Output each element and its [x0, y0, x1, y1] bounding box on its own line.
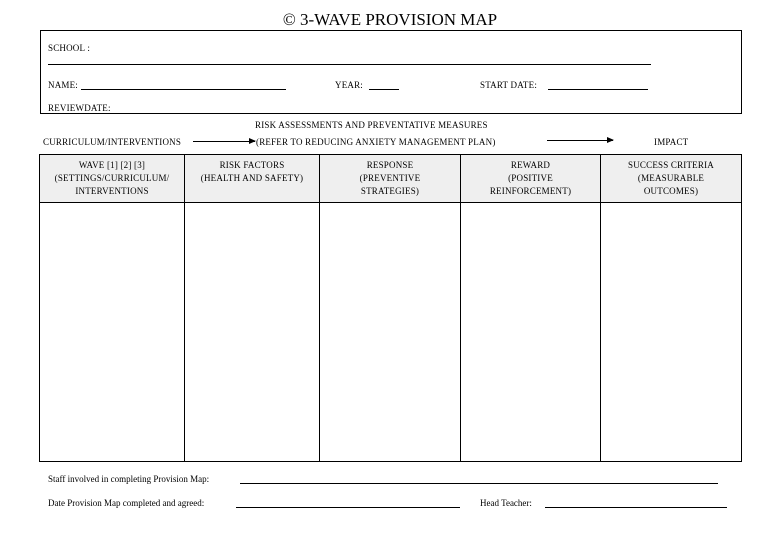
review-date-label: REVIEWDATE: [48, 103, 111, 113]
staff-involved-label: Staff involved in completing Provision Map: [48, 474, 210, 484]
table-cell-success-criteria[interactable] [601, 203, 741, 461]
column-header-risk-factors: RISK FACTORS (HEALTH AND SAFETY) [185, 155, 320, 203]
column-header-response: RESPONSE (PREVENTIVE STRATEGIES) [320, 155, 461, 203]
school-label: SCHOOL : [48, 43, 91, 53]
curriculum-interventions-label: CURRICULUM/INTERVENTIONS [43, 137, 182, 147]
refer-note: (REFER TO REDUCING ANXIETY MANAGEMENT PLAN) [256, 137, 496, 147]
table-cell-reward[interactable] [461, 203, 601, 461]
start-date-line[interactable] [548, 89, 648, 90]
table-cell-response[interactable] [320, 203, 461, 461]
impact-label: IMPACT [654, 137, 689, 147]
date-completed-line[interactable] [236, 507, 460, 508]
head-teacher-line[interactable] [545, 507, 727, 508]
school-line[interactable] [48, 64, 651, 65]
year-label: YEAR: [335, 80, 363, 90]
provision-table [39, 154, 742, 462]
start-date-label: START DATE: [480, 80, 538, 90]
year-line[interactable] [369, 89, 399, 90]
column-header-wave: WAVE [1] [2] [3] (SETTINGS/CURRICULUM/ INTERVENTIONS [40, 155, 185, 203]
name-line[interactable] [81, 89, 286, 90]
table-cell-wave[interactable] [40, 203, 185, 461]
table-cell-risk-factors[interactable] [185, 203, 320, 461]
arrow-right-icon [193, 141, 255, 142]
head-teacher-label: Head Teacher: [480, 498, 532, 508]
column-header-success-criteria: SUCCESS CRITERIA (MEASURABLE OUTCOMES) [601, 155, 741, 203]
name-label: NAME: [48, 80, 78, 90]
info-box [40, 30, 742, 114]
page-title: © 3-WAVE PROVISION MAP [282, 10, 498, 29]
arrow-right-icon [547, 140, 613, 141]
date-completed-label: Date Provision Map completed and agreed: [48, 498, 205, 508]
staff-involved-line[interactable] [240, 483, 718, 484]
column-header-reward: REWARD (POSITIVE REINFORCEMENT) [461, 155, 601, 203]
risk-assessments-heading: RISK ASSESSMENTS AND PREVENTATIVE MEASURES [255, 120, 488, 130]
